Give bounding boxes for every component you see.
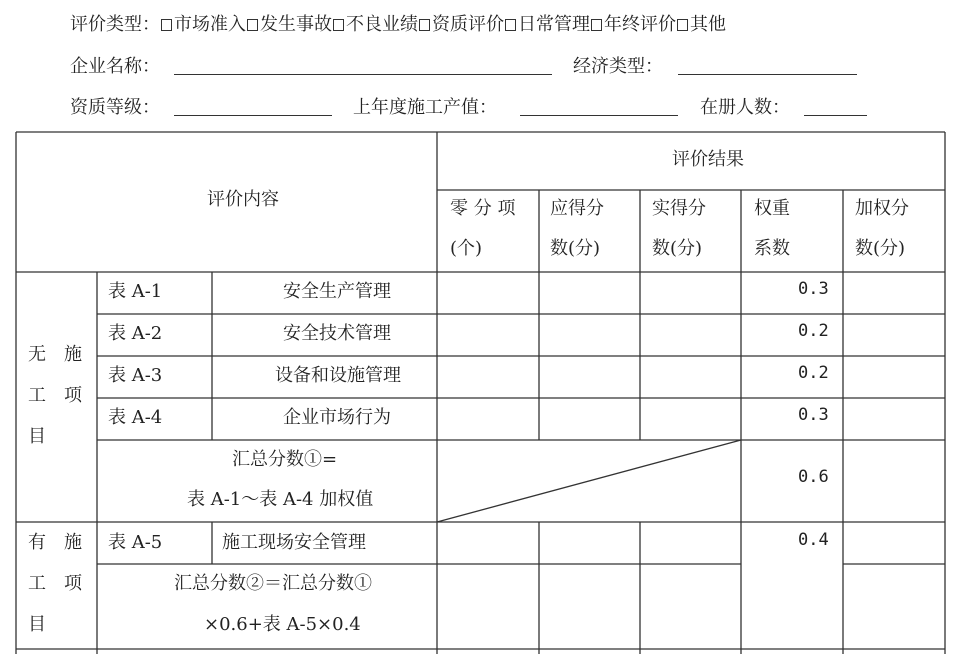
type-option: 其他 <box>690 14 726 35</box>
row-code: 表 A-2 <box>108 323 163 344</box>
col-weighted-1: 加权分 <box>855 198 909 219</box>
type-option: 资质评价 <box>432 14 504 35</box>
group-with-project-line1: 有 施 <box>28 532 82 553</box>
content-header: 评价内容 <box>207 189 279 210</box>
row-code: 表 A-5 <box>108 532 163 553</box>
row-code: 表 A-3 <box>108 365 163 386</box>
row-name: 安全技术管理 <box>283 323 391 344</box>
type-option: 年终评价 <box>604 14 676 35</box>
row-name: 设备和设施管理 <box>275 365 401 386</box>
last-year-output-label: 上年度施工产值： <box>353 97 497 118</box>
evaluation-type-label: 评价类型： <box>70 14 160 35</box>
col-weight-2: 系数 <box>754 238 790 259</box>
type-option: 市场准入 <box>174 14 246 35</box>
row-code: 表 A-4 <box>108 407 163 428</box>
col-weighted-2: 数(分) <box>855 238 906 259</box>
group-no-project-line3: 目 <box>28 426 46 447</box>
col-weight-1: 权重 <box>754 198 790 219</box>
col-actual-score-1: 实得分 <box>652 198 706 219</box>
type-option: 日常管理 <box>518 14 590 35</box>
col-due-score-2: 数(分) <box>550 238 601 259</box>
summary2-line1: 汇总分数②＝汇总分数① <box>174 573 372 594</box>
row-code: 表 A-1 <box>108 281 163 302</box>
summary1-line1: 汇总分数①= <box>232 449 338 470</box>
type-option: 发生事故 <box>260 14 332 35</box>
result-header: 评价结果 <box>672 149 744 170</box>
group-with-project-line3: 目 <box>28 614 46 635</box>
row-name: 企业市场行为 <box>283 407 391 428</box>
row-name: 施工现场安全管理 <box>222 532 366 553</box>
type-option: 不良业绩 <box>346 14 418 35</box>
row-weight: 0.2 <box>798 321 829 341</box>
col-zero-items-1: 零 分 项 <box>450 198 516 219</box>
group-no-project-line2: 工 项 <box>28 385 82 406</box>
summary2-line2: ×0.6+表 A-5×0.4 <box>204 614 361 635</box>
group-with-project-line2: 工 项 <box>28 573 82 594</box>
summary1-weight: 0.6 <box>798 467 829 487</box>
qualification-label: 资质等级： <box>70 97 160 118</box>
row-weight: 0.2 <box>798 363 829 383</box>
registered-count-label: 在册人数： <box>700 97 790 118</box>
group-no-project-line1: 无 施 <box>28 344 82 365</box>
economic-type-label: 经济类型： <box>573 56 663 77</box>
company-name-label: 企业名称： <box>70 56 160 77</box>
summary1-line2: 表 A-1～表 A-4 加权值 <box>187 489 374 510</box>
row-weight: 0.4 <box>798 530 829 550</box>
row-name: 安全生产管理 <box>283 281 391 302</box>
col-zero-items-2: (个) <box>450 238 483 259</box>
col-actual-score-2: 数(分) <box>652 238 703 259</box>
row-weight: 0.3 <box>798 279 829 299</box>
col-due-score-1: 应得分 <box>550 198 604 219</box>
row-weight: 0.3 <box>798 405 829 425</box>
